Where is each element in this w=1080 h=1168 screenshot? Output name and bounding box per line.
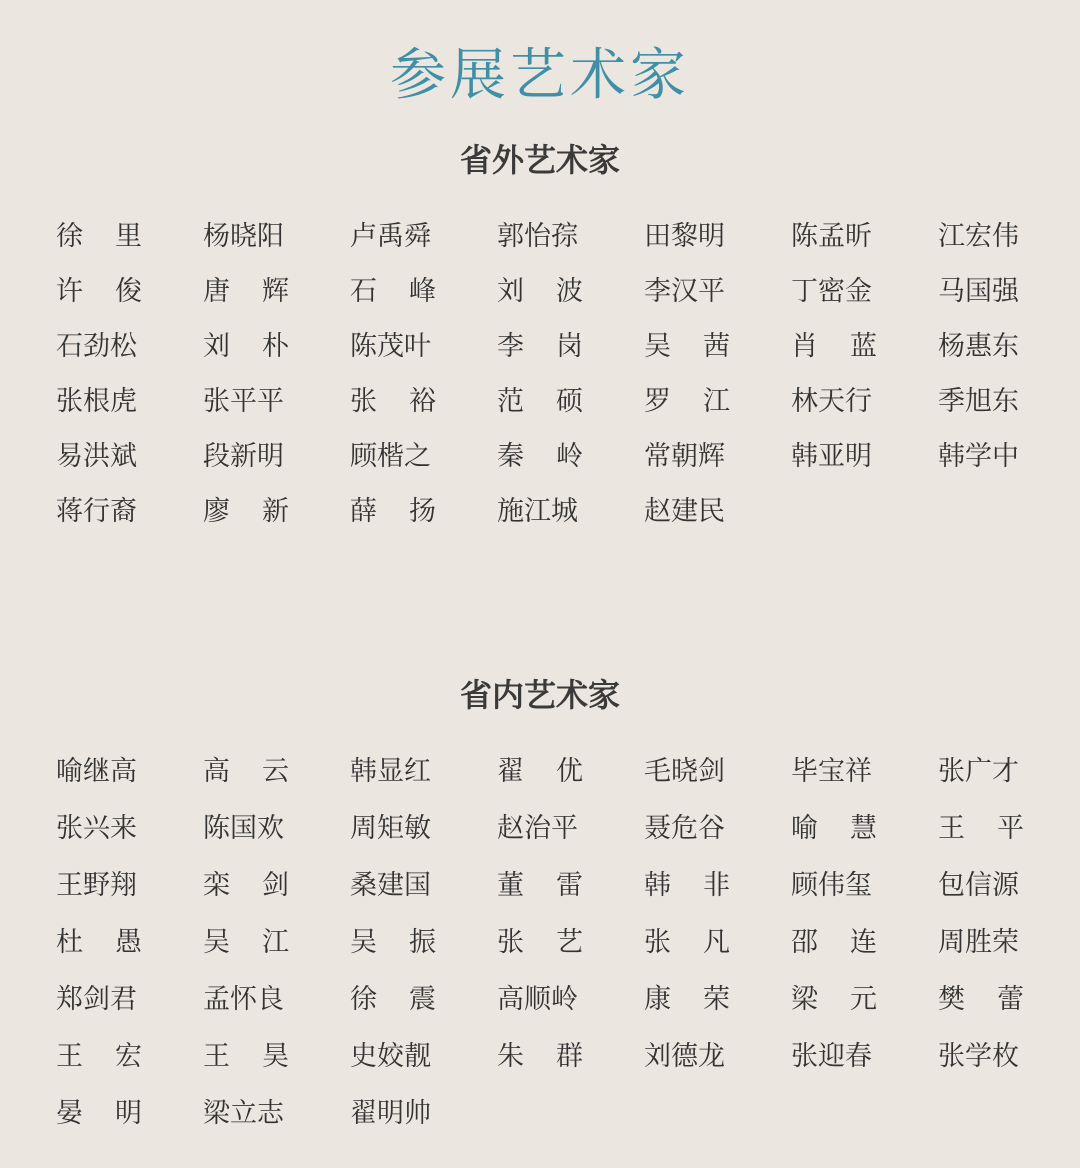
artist-name-char: 薛 xyxy=(350,496,377,527)
artist-name: 张平平 xyxy=(203,386,284,417)
artist-name: 王野翔 xyxy=(56,870,137,901)
artist-name xyxy=(791,325,877,369)
artist-name: 周矩敏 xyxy=(350,813,431,844)
artist-name-char: 非 xyxy=(703,870,730,901)
artist-name: 陈孟昕 xyxy=(791,221,872,252)
artist-name: 杨晓阳 xyxy=(203,221,284,252)
artist-name: 包信源 xyxy=(938,870,1019,901)
artist-name-char: 愚 xyxy=(115,927,142,958)
artist-name xyxy=(56,1035,142,1079)
artist-name-char: 王 xyxy=(56,1041,83,1072)
artist-name-char: 群 xyxy=(556,1041,583,1072)
artist-name-char: 连 xyxy=(850,927,877,958)
artist-name: 陈国欢 xyxy=(203,813,284,844)
page-title: 参展艺术家 xyxy=(390,43,690,108)
artist-name-char: 康 xyxy=(644,984,671,1015)
artist-name xyxy=(938,807,1024,851)
artist-name-char: 樊 xyxy=(938,984,965,1015)
artist-name xyxy=(497,864,583,908)
artist-grid-inside xyxy=(56,750,1056,1149)
artist-name xyxy=(56,215,142,259)
section-title-inside: 省内艺术家 xyxy=(459,676,620,714)
artist-name: 季旭东 xyxy=(938,386,1019,417)
artist-name xyxy=(203,921,289,965)
artist-name: 赵治平 xyxy=(497,813,578,844)
artist-name-char: 徐 xyxy=(350,984,377,1015)
artist-name: 翟明帅 xyxy=(350,1098,431,1129)
artist-name-char: 江 xyxy=(703,386,730,417)
artist-name-char: 廖 xyxy=(203,496,230,527)
artist-name: 易洪斌 xyxy=(56,441,137,472)
artist-name: 韩显红 xyxy=(350,756,431,787)
artist-name-char: 杜 xyxy=(56,927,83,958)
artist-name: 毕宝祥 xyxy=(791,756,872,787)
artist-name: 卢禹舜 xyxy=(350,221,431,252)
artist-name: 张兴来 xyxy=(56,813,137,844)
artist-name-char: 裕 xyxy=(409,386,436,417)
artist-name xyxy=(938,978,1024,1022)
artist-name: 赵建民 xyxy=(644,496,725,527)
artist-name: 周胜荣 xyxy=(938,927,1019,958)
artist-name xyxy=(350,380,436,424)
artist-name-char: 蕾 xyxy=(997,984,1024,1015)
artist-name xyxy=(497,435,583,479)
artist-name xyxy=(203,270,289,314)
artist-name-char: 新 xyxy=(262,496,289,527)
artist-name xyxy=(497,921,583,965)
artist-name: 陈茂叶 xyxy=(350,331,431,362)
artist-name xyxy=(644,325,730,369)
artist-name-char: 宏 xyxy=(115,1041,142,1072)
artist-name-char: 邵 xyxy=(791,927,818,958)
artist-name-char: 王 xyxy=(938,813,965,844)
artist-name xyxy=(203,864,289,908)
artist-name xyxy=(350,978,436,1022)
artist-name-char: 肖 xyxy=(791,331,818,362)
artist-name: 刘德龙 xyxy=(644,1041,725,1072)
artist-name-char: 优 xyxy=(556,756,583,787)
artist-name: 张学枚 xyxy=(938,1041,1019,1072)
artist-name: 聂危谷 xyxy=(644,813,725,844)
artist-name-char: 明 xyxy=(115,1098,142,1129)
artist-name xyxy=(56,270,142,314)
artist-name-char: 张 xyxy=(350,386,377,417)
artist-grid-outside xyxy=(56,215,1056,545)
artist-name xyxy=(497,1035,583,1079)
artist-name-char: 岭 xyxy=(556,441,583,472)
artist-name xyxy=(791,807,877,851)
artist-name-char: 张 xyxy=(497,927,524,958)
artist-name: 张迎春 xyxy=(791,1041,872,1072)
artist-name xyxy=(350,270,436,314)
artist-name: 江宏伟 xyxy=(938,221,1019,252)
artist-name-char: 凡 xyxy=(703,927,730,958)
artist-name: 施江城 xyxy=(497,496,578,527)
artist-name: 史姣靓 xyxy=(350,1041,431,1072)
artist-name xyxy=(644,921,730,965)
artist-name-char: 高 xyxy=(203,756,230,787)
artist-name: 桑建国 xyxy=(350,870,431,901)
artist-name-char: 慧 xyxy=(850,813,877,844)
artist-name xyxy=(203,1035,289,1079)
artist-name-char: 俊 xyxy=(115,276,142,307)
artist-name-char: 剑 xyxy=(262,870,289,901)
artist-name: 喻继高 xyxy=(56,756,137,787)
artist-name-char: 扬 xyxy=(409,496,436,527)
artist-name-char: 吴 xyxy=(644,331,671,362)
artist-name-char: 岗 xyxy=(556,331,583,362)
artist-name-char: 震 xyxy=(409,984,436,1015)
artist-name: 高顺岭 xyxy=(497,984,578,1015)
artist-name xyxy=(350,921,436,965)
artist-name xyxy=(497,270,583,314)
artist-name-char: 秦 xyxy=(497,441,524,472)
artist-name-char: 喻 xyxy=(791,813,818,844)
artist-name-char: 徐 xyxy=(56,221,83,252)
artist-name-char: 李 xyxy=(497,331,524,362)
artist-name xyxy=(203,325,289,369)
artist-name xyxy=(644,978,730,1022)
artist-name xyxy=(497,325,583,369)
artist-name-char: 峰 xyxy=(409,276,436,307)
artist-name xyxy=(56,1092,142,1136)
artist-name-char: 韩 xyxy=(644,870,671,901)
artist-name xyxy=(56,921,142,965)
artist-name-char: 蓝 xyxy=(850,331,877,362)
artist-name: 丁密金 xyxy=(791,276,872,307)
artist-name-char: 振 xyxy=(409,927,436,958)
artist-name-char: 吴 xyxy=(203,927,230,958)
artist-name: 田黎明 xyxy=(644,221,725,252)
artist-name-char: 刘 xyxy=(497,276,524,307)
artist-name-char: 栾 xyxy=(203,870,230,901)
artist-name: 毛晓剑 xyxy=(644,756,725,787)
artist-name-char: 茜 xyxy=(703,331,730,362)
artist-name-char: 王 xyxy=(203,1041,230,1072)
artist-name xyxy=(644,380,730,424)
artist-name: 林天行 xyxy=(791,386,872,417)
artist-name-char: 艺 xyxy=(556,927,583,958)
artist-name: 张广才 xyxy=(938,756,1019,787)
artist-name: 顾楷之 xyxy=(350,441,431,472)
artist-name xyxy=(203,490,289,534)
artist-name-char: 许 xyxy=(56,276,83,307)
artist-name xyxy=(497,380,583,424)
artist-name: 韩亚明 xyxy=(791,441,872,472)
artist-name-char: 张 xyxy=(644,927,671,958)
artist-name-char: 元 xyxy=(850,984,877,1015)
artist-name-char: 刘 xyxy=(203,331,230,362)
artist-name-char: 吴 xyxy=(350,927,377,958)
artist-name: 韩学中 xyxy=(938,441,1019,472)
artist-name-char: 平 xyxy=(997,813,1024,844)
artist-name-char: 朱 xyxy=(497,1041,524,1072)
artist-name: 郑剑君 xyxy=(56,984,137,1015)
artist-name-char: 罗 xyxy=(644,386,671,417)
artist-name-char: 辉 xyxy=(262,276,289,307)
artist-name-char: 朴 xyxy=(262,331,289,362)
artist-name-char: 唐 xyxy=(203,276,230,307)
artist-name: 马国强 xyxy=(938,276,1019,307)
artist-name-char: 晏 xyxy=(56,1098,83,1129)
artist-name: 段新明 xyxy=(203,441,284,472)
artist-name-char: 梁 xyxy=(791,984,818,1015)
artist-name: 杨惠东 xyxy=(938,331,1019,362)
artist-name xyxy=(791,921,877,965)
artist-name-char: 里 xyxy=(115,221,142,252)
artist-name-char: 昊 xyxy=(262,1041,289,1072)
artist-name: 蒋行裔 xyxy=(56,496,137,527)
artist-name xyxy=(350,490,436,534)
artist-name-char: 翟 xyxy=(497,756,524,787)
artist-name: 张根虎 xyxy=(56,386,137,417)
artist-name: 石劲松 xyxy=(56,331,137,362)
artist-name xyxy=(791,978,877,1022)
artist-name-char: 范 xyxy=(497,386,524,417)
artist-name-char: 石 xyxy=(350,276,377,307)
section-title-outside: 省外艺术家 xyxy=(459,141,620,179)
artist-name xyxy=(203,750,289,794)
artist-name: 顾伟玺 xyxy=(791,870,872,901)
artist-name-char: 董 xyxy=(497,870,524,901)
artist-name-char: 波 xyxy=(556,276,583,307)
artist-name: 常朝辉 xyxy=(644,441,725,472)
artist-name: 孟怀良 xyxy=(203,984,284,1015)
artist-name: 李汉平 xyxy=(644,276,725,307)
artist-name: 郭怡孮 xyxy=(497,221,578,252)
artist-name-char: 荣 xyxy=(703,984,730,1015)
artist-name xyxy=(644,864,730,908)
artist-name xyxy=(497,750,583,794)
artist-name-char: 江 xyxy=(262,927,289,958)
artist-name-char: 雷 xyxy=(556,870,583,901)
artist-name-char: 云 xyxy=(262,756,289,787)
artist-name: 梁立志 xyxy=(203,1098,284,1129)
artist-name-char: 硕 xyxy=(556,386,583,417)
